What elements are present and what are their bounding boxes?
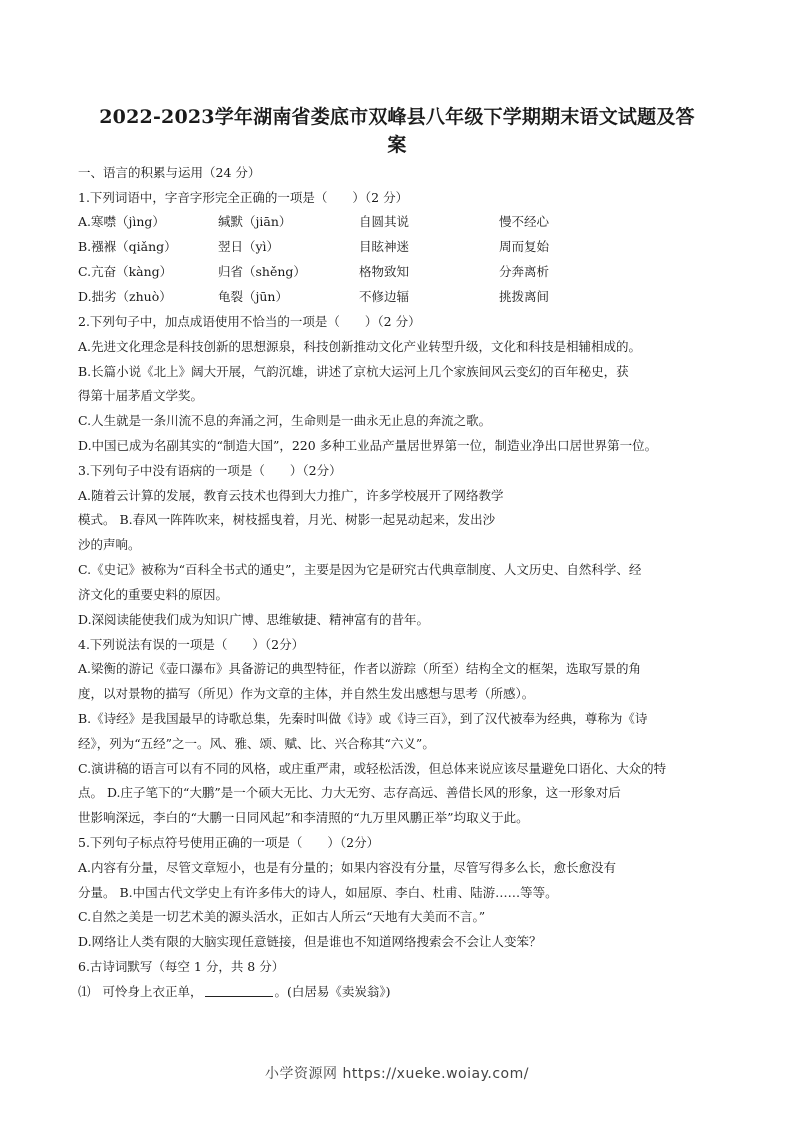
q3-option-a-line-2: 模式。 B.春风一阵阵吹来，树枝摇曳着，月光、树影一起晃动起来，发出沙 — [78, 512, 496, 527]
q2-option-b-line-1: B.长篇小说《北上》阔大开展，气韵沉雄，讲述了京杭大运河上几个家族间风云变幻的百年秘史，获 — [78, 364, 629, 379]
q5-option-d: D.网络让人类有限的大脑实现任意链接，但是谁也不知道网络搜索会不会让人变笨？ — [78, 934, 542, 949]
q4-option-a-line-2: 度，以对景物的描写（所见）作为文章的主体，并自然生发出感想与思考（所感）。 — [78, 686, 535, 701]
q1-option-c-word-1: C.亢奋（kàng） — [78, 264, 173, 279]
q5-option-c: C.自然之美是一切艺术美的源头活水，正如古人所云“天地有大美而不言。” — [78, 909, 486, 924]
title-line-2: 案 — [387, 134, 407, 156]
q4-option-c-line-2: 点。 D.庄子笔下的“大鹏”是一个硕大无比、力大无穷、志存高远、善借长风的形象，这一形象对后 — [78, 785, 621, 800]
q1-option-d-word-1: D.拙劣（zhuò） — [78, 289, 172, 304]
q4-option-a-line-1: A.梁衡的游记《壶口瀑布》具备游记的典型特征，作者以游踪（所至）结构全文的框架，选取写景的角 — [78, 661, 642, 676]
q3-option-a-line-3: 沙的声响。 — [78, 537, 141, 552]
q1-option-a-word-1: A.寒噤（jìng） — [78, 214, 165, 229]
q1-option-b-word-3: 目眩神迷 — [359, 239, 410, 254]
fill-in-blank[interactable] — [205, 984, 273, 997]
q4-option-c-line-1: C.演讲稿的语言可以有不同的风格，或庄重严肃，或轻松活泼，但总体来说应该尽量避免口语化、大众的特 — [78, 761, 667, 776]
q3-option-a-line-1: A.随着云计算的发展，教育云技术也得到大力推广，许多学校展开了网络教学 — [78, 488, 504, 503]
q6-item-prefix: 可怜身上衣正单， — [102, 984, 203, 999]
question-1-stem: 1.下列词语中，字音字形完全正确的一项是（ ）（2 分） — [78, 190, 409, 205]
question-4-stem: 4.下列说法有误的一项是（ ）（2分） — [78, 637, 305, 652]
q3-option-c-line-2: 济文化的重要史料的原因。 — [78, 587, 229, 602]
q4-option-c-line-3: 世影响深远，李白的“大鹏一日同风起”和李清照的“九万里风鹏正举”均取义于此。 — [78, 810, 529, 825]
q1-option-b-word-1: B.襁褓（qiǎng） — [78, 239, 177, 254]
title-line-1: 2022-2023学年湖南省娄底市双峰县八年级下学期期末语文试题及答 — [99, 106, 695, 128]
q4-option-b-line-2: 经》，列为“五经”之一。风、雅、颂、赋、比、兴合称其“六义”。 — [78, 736, 435, 751]
q1-option-d-word-3: 不修边辐 — [359, 289, 410, 304]
section-heading: 一、语言的积累与运用（24 分） — [78, 165, 261, 180]
q1-option-d-word-4: 挑拨离间 — [499, 289, 550, 304]
q2-option-a: A.先进文化理念是科技创新的思想源泉，科技创新推动文化产业转型升级，文化和科技是相辅相成的。 — [78, 339, 642, 354]
q2-option-d: D.中国已成为名副其实的“制造大国”，220 多种工业品产量居世界第一位，制造业净出口居世界第一位。 — [78, 438, 658, 453]
q1-option-b-word-2: 翌日（yì） — [218, 239, 280, 254]
q1-option-c-word-3: 格物致知 — [359, 264, 410, 279]
question-6-stem: 6.古诗词默写（每空 1 分，共 8 分） — [78, 959, 285, 974]
q1-option-a-word-4: 慢不经心 — [499, 214, 550, 229]
question-3-stem: 3.下列句子中没有语病的一项是（ ）（2分） — [78, 463, 342, 478]
q1-option-a-word-3: 自圆其说 — [359, 214, 410, 229]
q5-option-a-line-2: 分量。 B.中国古代文学史上有许多伟大的诗人，如屈原、李白、杜甫、陆游……等等。 — [78, 885, 558, 900]
page-title — [60, 103, 734, 159]
question-2-stem: 2.下列句子中，加点成语使用不恰当的一项是（ ）（2 分） — [78, 314, 421, 329]
q1-option-b-word-4: 周而复始 — [499, 239, 550, 254]
q1-option-c-word-4: 分奔离析 — [499, 264, 550, 279]
q2-option-b-line-2: 得第十届茅盾文学奖。 — [78, 388, 204, 403]
q6-item-number: ⑴ — [78, 984, 91, 999]
q6-item-suffix: 。(白居易《卖炭翁》) — [274, 984, 391, 999]
q6-item-1 — [78, 983, 391, 1001]
q4-option-b-line-1: B.《诗经》是我国最早的诗歌总集，先秦时叫做《诗》或《诗三百》，到了汉代被奉为经典，尊称为《诗 — [78, 711, 648, 726]
q2-option-c: C.人生就是一条川流不息的奔涌之河，生命则是一曲永无止息的奔流之歌。 — [78, 413, 492, 428]
q1-option-a-word-2: 缄默（jiān） — [218, 214, 292, 229]
q5-option-a-line-1: A.内容有分量，尽管文章短小，也是有分量的；如果内容没有分量，尽管写得多么长，愈长愈没有 — [78, 860, 617, 875]
question-5-stem: 5.下列句子标点符号使用正确的一项是（ ）（2分） — [78, 835, 380, 850]
q3-option-d: D.深阅读能使我们成为知识广博、思维敏捷、精神富有的昔年。 — [78, 612, 430, 627]
q3-option-c-line-1: C.《史记》被称为“百科全书式的通史”，主要是因为它是研究古代典章制度、人文历史、自然科学、经 — [78, 562, 642, 577]
q1-option-d-word-2: 龟裂（jūn） — [218, 289, 288, 304]
footer-watermark: 小学资源网 https://xueke.woiay.com/ — [265, 1066, 529, 1082]
q1-option-c-word-2: 归省（shěng） — [218, 264, 306, 279]
